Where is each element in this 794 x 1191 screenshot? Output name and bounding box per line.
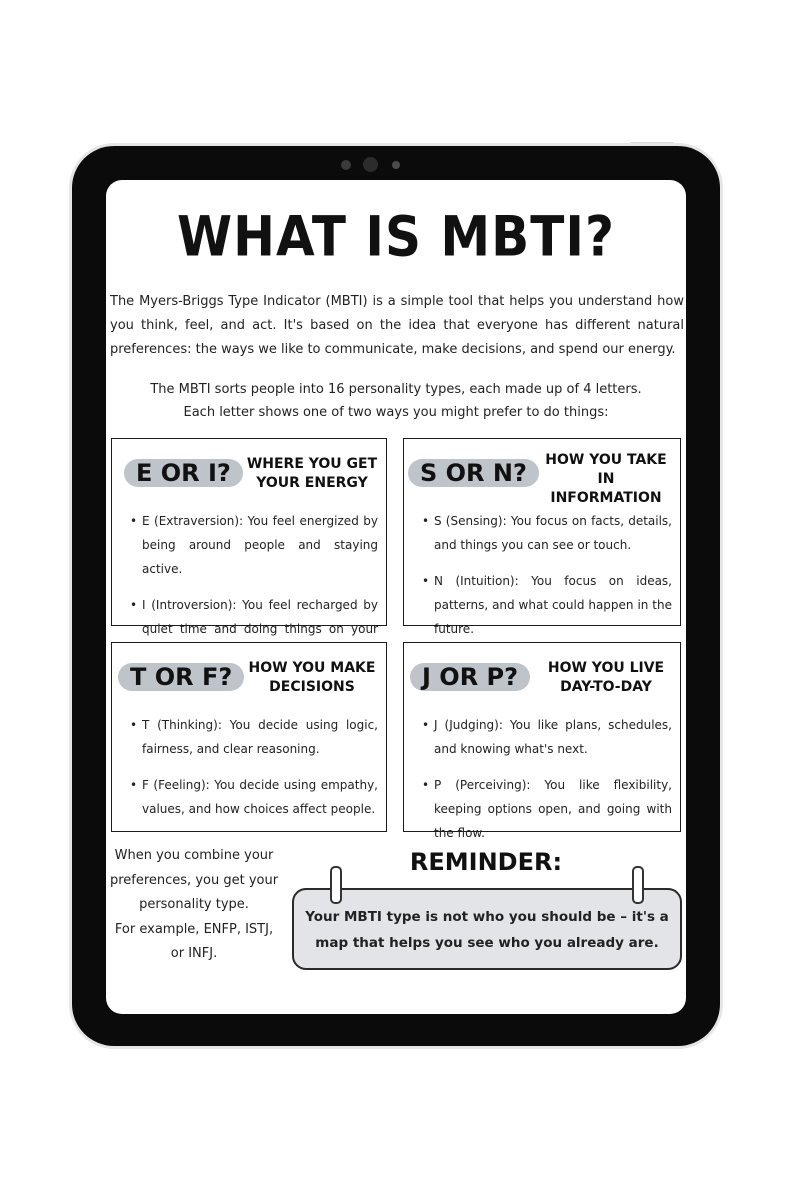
heading-line: DECISIONS: [269, 679, 355, 695]
reminder-text: [294, 904, 680, 956]
reminder-line: map that helps you see who you already are.: [315, 935, 659, 951]
heading-line: HOW YOU TAKE: [545, 452, 667, 468]
dichotomy-pill-sn: S OR N?: [408, 459, 539, 487]
bullet-list-jp: [418, 713, 672, 857]
heading-line: DAY-TO-DAY: [560, 679, 652, 695]
dichotomy-pill-jp: J OR P?: [410, 663, 530, 691]
sort-text: [106, 378, 686, 424]
bullet-judging: • J (Judging): You like plans, schedules, and knowing what's next.: [418, 713, 672, 761]
combine-line: or INFJ.: [170, 946, 218, 961]
bullet-feeling: • F (Feeling): You decide using empathy, values, and how choices affect people.: [126, 773, 378, 821]
combine-line: When you combine your: [114, 848, 274, 863]
dichotomy-box-jp: [403, 642, 681, 840]
combine-note: [106, 844, 282, 967]
dichotomy-pill-ei: E OR I?: [124, 459, 243, 487]
dichotomy-box-sn: [403, 438, 681, 636]
hanging-ring-left-icon: [330, 866, 342, 904]
bullet-list-tf: [126, 713, 378, 833]
combine-line: For example, ENFP, ISTJ,: [114, 921, 274, 937]
dichotomy-pill-tf: T OR F?: [118, 663, 244, 691]
dichotomy-heading-tf: [246, 659, 378, 697]
reminder-line: Your MBTI type is not who you should be – it's a: [305, 909, 669, 925]
camera-lens-icon: [363, 157, 378, 172]
heading-line: HOW YOU LIVE: [547, 660, 665, 676]
bullet-extraversion: • E (Extraversion): You feel energized by being around people and staying active.: [126, 509, 378, 581]
camera-flash-icon: [392, 161, 400, 169]
tablet-screen: [106, 180, 686, 1014]
combine-line: personality type.: [139, 897, 249, 912]
heading-line: IN INFORMATION: [550, 471, 662, 506]
dichotomy-heading-ei: [246, 455, 378, 493]
bullet-sensing: • S (Sensing): You focus on facts, details, and things you can see or touch.: [418, 509, 672, 557]
dichotomy-heading-jp: [540, 659, 672, 697]
intro-paragraph: The Myers-Briggs Type Indicator (MBTI) is a simple tool that helps you understand how you think, feel, and act. It's based on the idea that everyone has different natural preferences: the ways we like to communicate, make decisions, and spend our energy.: [110, 294, 684, 357]
dichotomy-heading-sn: [540, 451, 672, 508]
bullet-perceiving: • P (Perceiving): You like flexibility, keeping options open, and going with the flow.: [418, 773, 672, 845]
page-title: WHAT IS MBTI?: [177, 205, 615, 269]
dichotomy-box-tf: [111, 642, 387, 832]
bullet-list-sn: [418, 509, 672, 653]
combine-line: preferences, you get your: [109, 872, 279, 888]
dichotomy-box-ei: [111, 438, 387, 636]
bullet-introversion: • I (Introversion): You feel recharged by quiet time and doing things on your: [126, 593, 378, 665]
heading-line: WHERE YOU GET: [246, 456, 378, 472]
bullet-intuition: • N (Intuition): You focus on ideas, patterns, and what could happen in the future.: [418, 569, 672, 641]
sort-line-1: The MBTI sorts people into 16 personality types, each made up of 4 letters.: [150, 382, 642, 397]
camera-sensor-icon: [341, 160, 351, 170]
heading-line: HOW YOU MAKE: [248, 660, 376, 676]
heading-line: YOUR ENERGY: [256, 475, 368, 491]
hanging-ring-right-icon: [632, 866, 644, 904]
sort-line-2: Each letter shows one of two ways you might prefer to do things:: [183, 405, 609, 420]
reminder-box: [292, 888, 682, 970]
bullet-thinking: • T (Thinking): You decide using logic, fairness, and clear reasoning.: [126, 713, 378, 761]
reminder-title: REMINDER:: [409, 848, 563, 876]
